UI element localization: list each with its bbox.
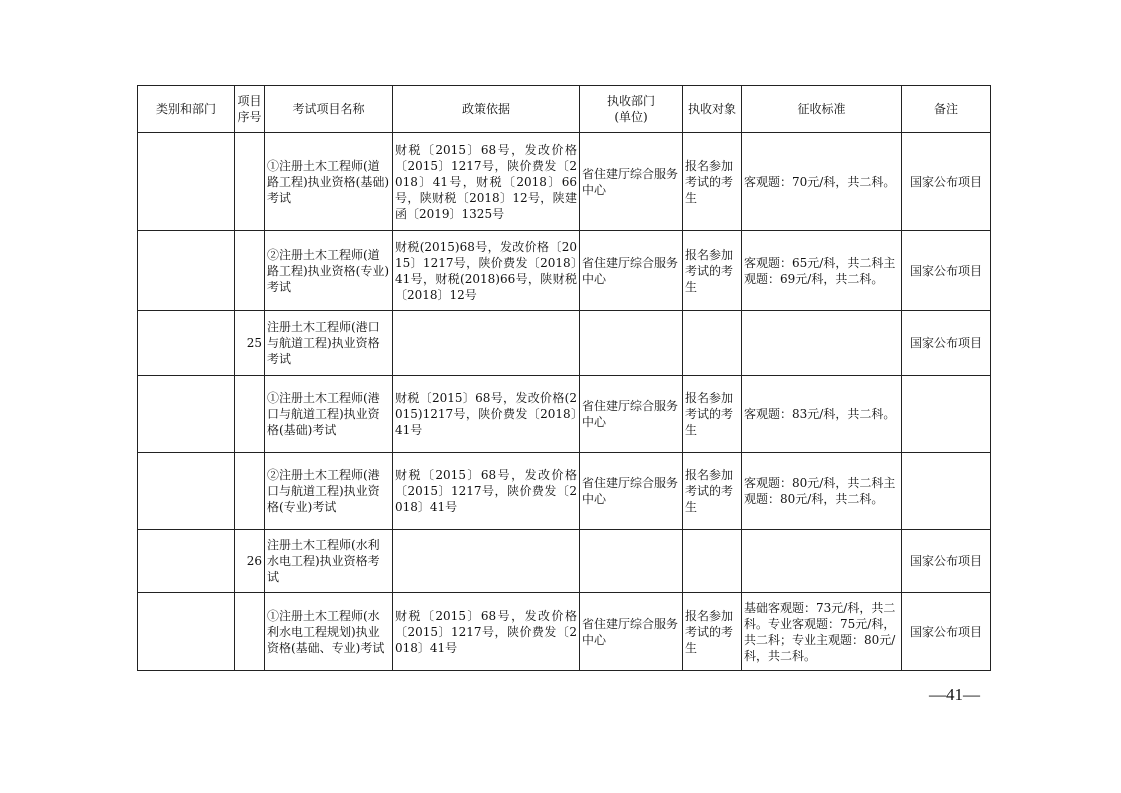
cell-item-no: 26 xyxy=(235,530,265,593)
cell-policy-basis xyxy=(393,530,580,593)
cell-policy-basis xyxy=(393,311,580,376)
header-remark: 备注 xyxy=(902,86,991,133)
table-row xyxy=(138,593,991,671)
cell-exam-name: ②注册土木工程师(港口与航道工程)执业资格(专业)考试 xyxy=(265,453,393,530)
header-target: 执收对象 xyxy=(683,86,742,133)
cell-target xyxy=(683,311,742,376)
cell-remark: 国家公布项目 xyxy=(902,311,991,376)
cell-collecting-dept: 省住建厅综合服务中心 xyxy=(580,231,683,311)
cell-category xyxy=(138,311,235,376)
cell-policy-basis: 财税〔2015〕68号，发改价格〔2015〕1217号，陕价费发〔2018〕41号 xyxy=(393,453,580,530)
cell-category xyxy=(138,133,235,231)
cell-collecting-dept: 省住建厅综合服务中心 xyxy=(580,453,683,530)
cell-standard: 客观题：65元/科，共二科主观题：69元/科，共二科。 xyxy=(742,231,902,311)
cell-standard: 客观题：80元/科，共二科主观题：80元/科，共二科。 xyxy=(742,453,902,530)
header-category: 类别和部门 xyxy=(138,86,235,133)
cell-item-no xyxy=(235,593,265,671)
cell-exam-name: ①注册土木工程师(港口与航道工程)执业资格(基础)考试 xyxy=(265,376,393,453)
cell-policy-basis: 财税〔2015〕68号，发改价格〔2015〕1217号，陕价费发〔2018〕41号 xyxy=(393,593,580,671)
table-row xyxy=(138,530,991,593)
table-row xyxy=(138,231,991,311)
cell-category xyxy=(138,376,235,453)
cell-category xyxy=(138,231,235,311)
cell-remark: 国家公布项目 xyxy=(902,231,991,311)
cell-remark xyxy=(902,453,991,530)
cell-collecting-dept: 省住建厅综合服务中心 xyxy=(580,593,683,671)
cell-category xyxy=(138,453,235,530)
cell-collecting-dept xyxy=(580,311,683,376)
cell-target: 报名参加考试的考生 xyxy=(683,453,742,530)
cell-collecting-dept xyxy=(580,530,683,593)
cell-remark xyxy=(902,376,991,453)
header-collecting-dept: 执收部门 (单位) xyxy=(580,86,683,133)
page-number: —41— xyxy=(929,685,980,704)
cell-target: 报名参加考试的考生 xyxy=(683,593,742,671)
cell-exam-name: ①注册土木工程师(水利水电工程规划)执业资格(基础、专业)考试 xyxy=(265,593,393,671)
header-standard: 征收标准 xyxy=(742,86,902,133)
cell-item-no xyxy=(235,453,265,530)
cell-policy-basis: 财税〔2015〕68号，发改价格(2015)1217号，陕价费发〔2018〕41号 xyxy=(393,376,580,453)
cell-standard: 客观题：83元/科，共二科。 xyxy=(742,376,902,453)
cell-policy-basis: 财税〔2015〕68号，发改价格〔2015〕1217号，陕价费发〔2018〕41号，财税〔2018〕66号，陕财税〔2018〕12号，陕建函〔2019〕1325号 xyxy=(393,133,580,231)
cell-category xyxy=(138,593,235,671)
table-row xyxy=(138,376,991,453)
cell-exam-name: ①注册土木工程师(道路工程)执业资格(基础)考试 xyxy=(265,133,393,231)
table-row xyxy=(138,133,991,231)
cell-standard xyxy=(742,311,902,376)
header-policy-basis: 政策依据 xyxy=(393,86,580,133)
cell-collecting-dept: 省住建厅综合服务中心 xyxy=(580,376,683,453)
cell-policy-basis: 财税(2015)68号，发改价格〔2015〕1217号，陕价费发〔2018〕41号，财税(2018)66号，陕财税〔2018〕12号 xyxy=(393,231,580,311)
cell-item-no xyxy=(235,231,265,311)
cell-item-no xyxy=(235,376,265,453)
fee-standard-table xyxy=(137,85,991,671)
cell-target xyxy=(683,530,742,593)
table-row xyxy=(138,311,991,376)
table-header-row xyxy=(138,86,991,133)
cell-exam-name: ②注册土木工程师(道路工程)执业资格(专业)考试 xyxy=(265,231,393,311)
cell-exam-name: 注册土木工程师(水利水电工程)执业资格考试 xyxy=(265,530,393,593)
cell-exam-name: 注册土木工程师(港口与航道工程)执业资格考试 xyxy=(265,311,393,376)
cell-item-no xyxy=(235,133,265,231)
cell-standard xyxy=(742,530,902,593)
header-exam-name: 考试项目名称 xyxy=(265,86,393,133)
cell-remark: 国家公布项目 xyxy=(902,530,991,593)
cell-remark: 国家公布项目 xyxy=(902,133,991,231)
cell-target: 报名参加考试的考生 xyxy=(683,376,742,453)
cell-remark: 国家公布项目 xyxy=(902,593,991,671)
cell-standard: 客观题：70元/科，共二科。 xyxy=(742,133,902,231)
cell-target: 报名参加考试的考生 xyxy=(683,231,742,311)
cell-collecting-dept: 省住建厅综合服务中心 xyxy=(580,133,683,231)
table-row xyxy=(138,453,991,530)
cell-item-no: 25 xyxy=(235,311,265,376)
cell-category xyxy=(138,530,235,593)
header-item-no: 项目序号 xyxy=(235,86,265,133)
cell-standard: 基础客观题：73元/科，共二科。专业客观题：75元/科，共二科；专业主观题：80元/科，共二科。 xyxy=(742,593,902,671)
cell-target: 报名参加考试的考生 xyxy=(683,133,742,231)
